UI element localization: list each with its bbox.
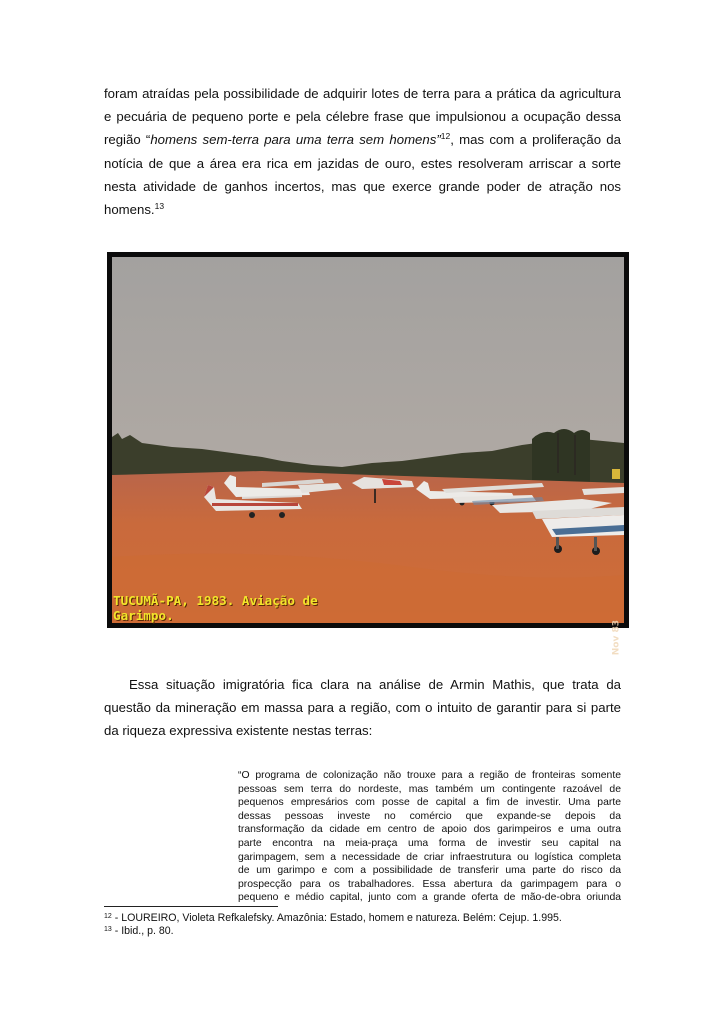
quote-line: de um garimpo e com a possibilidade de transferir uma parte do risco da: [238, 865, 621, 877]
airstrip-photo: [112, 257, 624, 623]
quote-line: dessas pessoas investe no comércio que expande-se depois da: [238, 810, 621, 822]
quote-line: parte encontra na meia-praça uma forma de investir seu capital na: [238, 837, 621, 849]
quote-line: garimpagem, sem a necessidade de criar infraestrutura ou logística completa: [238, 851, 621, 863]
windsock: [612, 469, 620, 479]
caption-line: Garimpo.: [113, 608, 174, 623]
tree-trunk: [574, 435, 576, 475]
paragraph-line: Essa situação imigratória fica clara na análise de Armin Mathis, que trata da: [129, 677, 621, 692]
body-paragraph-1: [104, 82, 621, 221]
paragraph-line: nesta atividade de ganhos incertos, mas que exerce grande poder de atração nos: [104, 178, 621, 194]
text-fragment: região “: [104, 132, 151, 148]
paragraph-line: da riqueza expressiva existente nestas terras:: [104, 723, 373, 739]
caption-line: TUCUMÃ-PA, 1983. Aviação de: [113, 593, 318, 608]
quote-line: pequenos empresários com posse de capital a fim de investir. Uma parte: [238, 797, 621, 809]
tree-trunk: [557, 433, 559, 473]
block-quote: [238, 769, 621, 905]
paragraph-line: notícia de que a área era rica em jazidas de ouro, estes resolveram arriscar a sorte: [104, 155, 621, 171]
post: [374, 489, 376, 503]
footnote-13: [104, 925, 174, 938]
paragraph-line: foram atraídas pela possibilidade de adquirir lotes de terra para a prática da agricultura: [104, 86, 621, 101]
text-fragment: homens.: [104, 202, 155, 218]
body-paragraph-2: [104, 673, 621, 743]
quote-line: prospecção para os trabalhadores. Essa abertura da garimpagem para o: [238, 878, 621, 890]
tall-trees: [532, 429, 590, 487]
date-stamp: Nov 83: [611, 620, 621, 656]
footnote-ref-13[interactable]: 13: [154, 201, 165, 212]
footnote-12: [104, 912, 562, 925]
quoted-phrase: homens sem-terra para uma terra sem homens”: [150, 132, 441, 148]
photograph: [107, 252, 629, 656]
quote-line: “O programa de colonização não trouxe para a região de fronteiras somente: [238, 770, 621, 781]
footnote-text: - Ibid., p. 80.: [111, 925, 174, 937]
text-fragment: , mas com a proliferação da: [450, 132, 621, 148]
footnote-ref-12[interactable]: 12: [440, 131, 451, 142]
paragraph-line: questão da mineração em massa para a região, com o intuito de garantir para si parte: [104, 700, 621, 716]
quote-line: pessoas sem terra do nordeste, mas também um contingente razoável de: [238, 783, 621, 795]
footnote-divider: [104, 906, 278, 907]
paragraph-line: [104, 198, 621, 221]
quote-line: transformação da cidade em centro de apoio dos garimpeiros e uma outra: [238, 824, 621, 836]
photo-caption: [113, 593, 353, 623]
paragraph-line: e pecuária de pequeno porte e pela célebre frase que impulsionou a ocupação dessa: [104, 109, 621, 125]
quote-line: pequeno e médio capital, junto com a grande oferta de mão-de-obra oriunda: [238, 892, 621, 904]
footnote-text: - LOUREIRO, Violeta Refkalefsky. Amazônia: Estado, homem e natureza. Belém: Cejup. 1.995.: [111, 912, 562, 924]
paragraph-line: [104, 128, 621, 151]
footnote-number: 13: [104, 926, 112, 933]
footnote-number: 12: [104, 913, 112, 920]
